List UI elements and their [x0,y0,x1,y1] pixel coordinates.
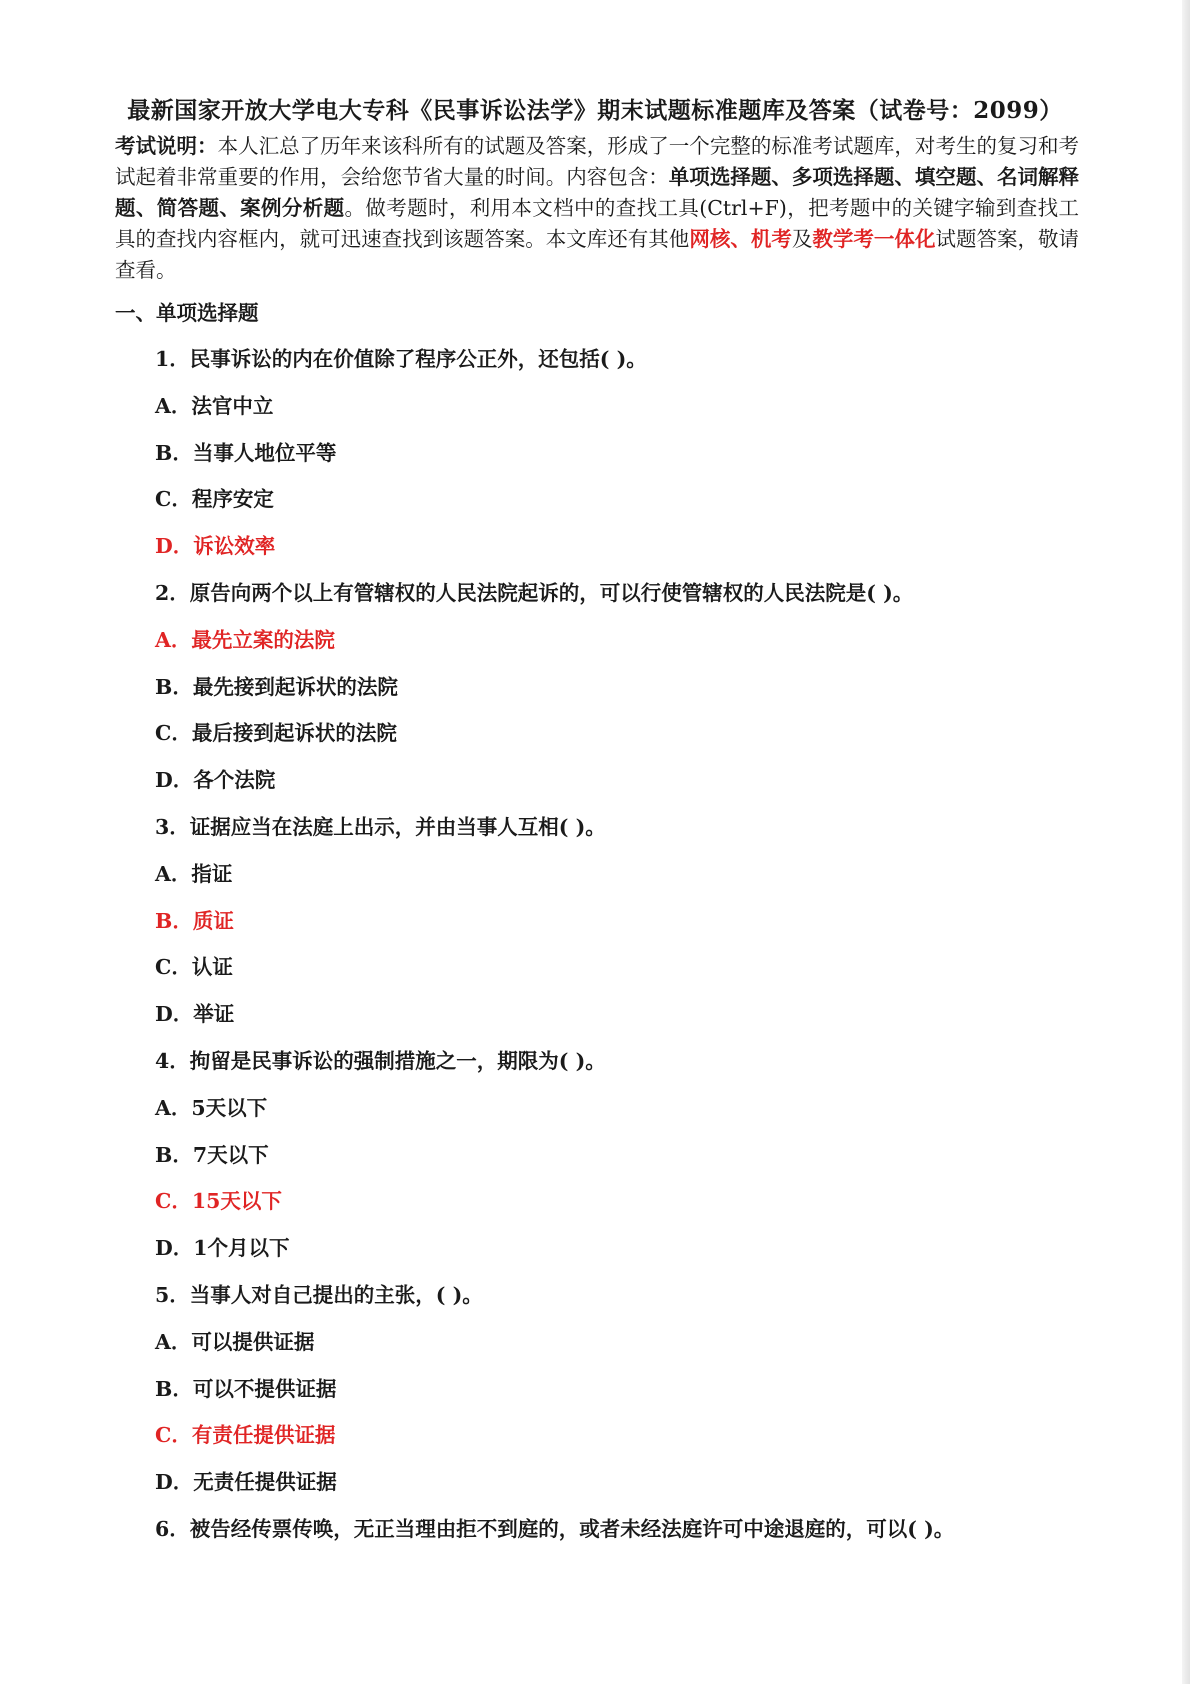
document-title: 最新国家开放大学电大专科《民事诉讼法学》期末试题标准题库及答案（试卷号：2099） [127,97,1063,124]
answer-option: D．各个法院 [155,768,276,793]
exam-instructions [115,131,1079,286]
answer-option: A．可以提供证据 [155,1329,315,1354]
instructions-text-3: 及 [791,227,813,251]
answer-option-correct: D．诉讼效率 [155,534,276,559]
answer-option: B．可以不提供证据 [155,1376,337,1401]
answer-option: B．7天以下 [155,1142,269,1167]
question-stem: 3．证据应当在法庭上出示，并由当事人互相( )。 [155,814,606,839]
answer-option: B．最先接到起诉状的法院 [155,674,398,699]
answer-option-correct: A．最先立案的法院 [155,627,335,652]
answer-option-correct: C．15天以下 [155,1189,282,1214]
question-stem: 2．原告向两个以上有管辖权的人民法院起诉的，可以行使管辖权的人民法院是( )。 [155,580,914,605]
question-stem: 4．拘留是民事诉讼的强制措施之一，期限为( )。 [155,1048,606,1073]
answer-option: D．无责任提供证据 [155,1470,337,1495]
answer-option: D．举证 [155,1002,235,1027]
answer-option: A．5天以下 [155,1095,268,1120]
answer-option-correct: B．质证 [155,908,234,933]
answer-option: B．当事人地位平等 [155,440,337,465]
instructions-text-1: 本人汇总了历年来该科所有的试题及答案，形成了一个完整的标准考试题库，对考生的复习和考试起着非常重要的作用，会给您节省大量的时间。内容包含： [115,134,1080,189]
answer-option: D．1个月以下 [155,1236,290,1261]
section-title: 一、单项选择题 [115,301,259,325]
page-edge [1182,0,1190,1684]
question-stem: 5．当事人对自己提出的主张，( )。 [155,1282,483,1307]
instructions-text-2: 。做考题时，利用本文档中的查找工具(Ctrl+F)，把考题中的关键字输到查找工具的查找内容框内，就可迅速查找到该题答案。本文库还有其他 [115,196,1079,251]
question-types: 单项选择题、多项选择题、填空题、名词解释题、简答题、案例分析题 [115,165,1080,220]
answer-option: A．法官中立 [155,393,274,418]
question-stem: 6．被告经传票传唤，无正当理由拒不到庭的，或者未经法庭许可中途退庭的，可以( )。 [155,1516,955,1541]
highlight-online-exam: 网核、机考 [689,227,792,251]
highlight-integrated: 教学考一体化 [812,227,936,251]
instructions-label: 考试说明： [115,134,218,158]
question-list [155,336,1155,1553]
answer-option: C．认证 [155,955,233,980]
answer-option: A．指证 [155,861,233,886]
answer-option: C．最后接到起诉状的法院 [155,721,397,746]
answer-option-correct: C．有责任提供证据 [155,1423,336,1448]
instructions-text-4: 试题答案，敬请查看。 [115,227,1080,282]
question-stem: 1．民事诉讼的内在价值除了程序公正外，还包括( )。 [155,347,647,371]
answer-option: C．程序安定 [155,487,274,512]
